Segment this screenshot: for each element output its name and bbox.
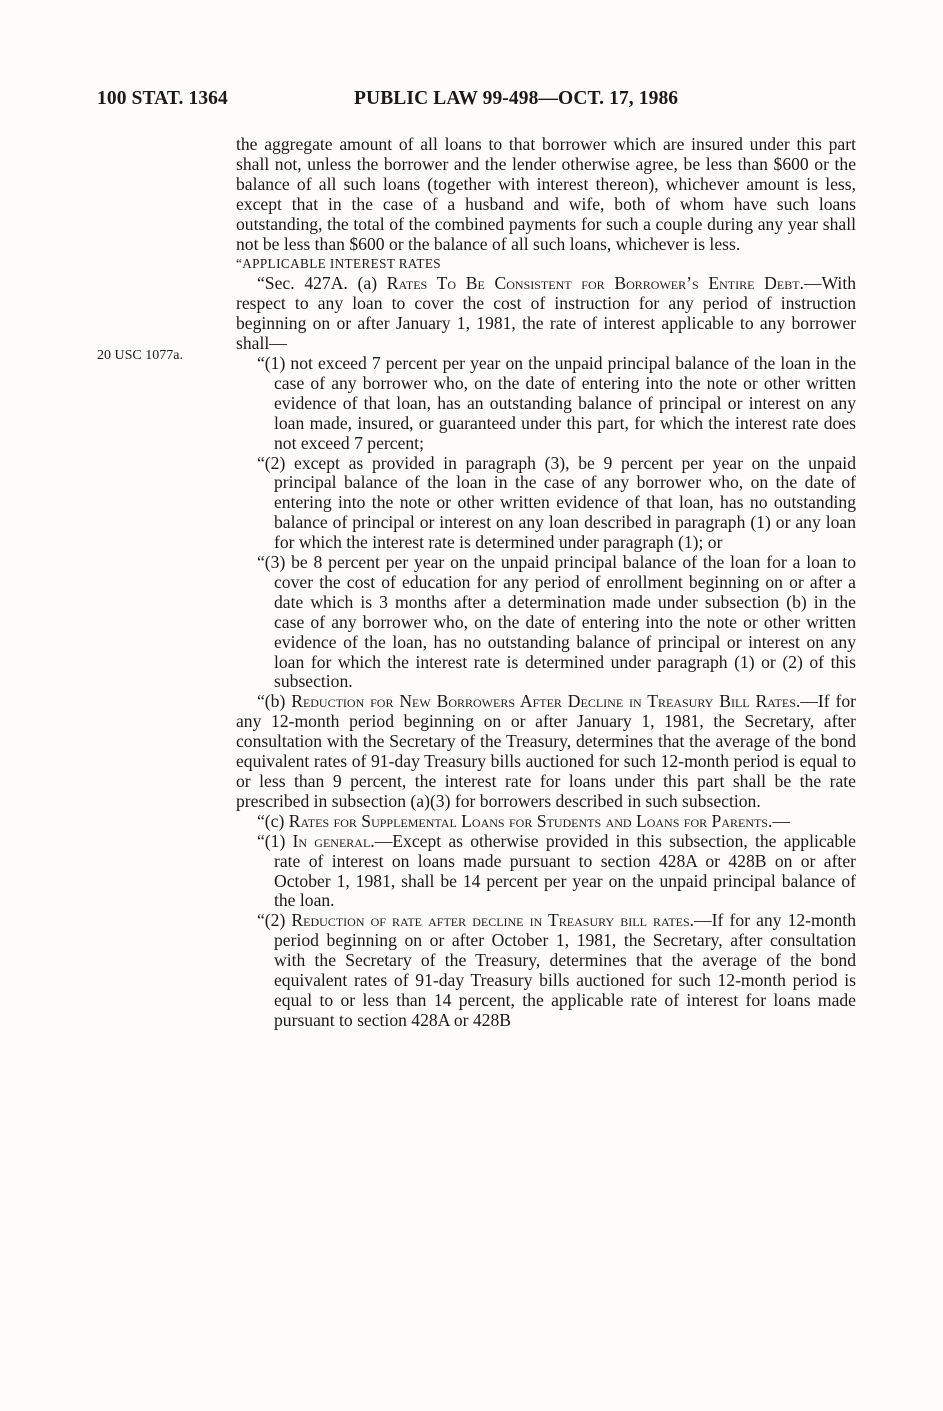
- usc-margin-note: 20 USC 1077a.: [97, 348, 183, 363]
- sec-c-caption: Rates for Supplemental Loans for Students and Loans for Parents.: [288, 810, 773, 831]
- sec-b-caption: Reduction for New Borrowers After Decline in Treasury Bill Rates.: [291, 691, 801, 712]
- stat-reference: 100 STAT. 1364: [97, 88, 228, 109]
- sec-a-caption: Rates To Be Consistent for Borrower’s Entire Debt.: [386, 273, 804, 294]
- c2-text: —If for any 12-month period beginning on or after October 1, 1981, the Secretary, after consultation with the Secretary of the Treasury, determines that the average of the bond equivalent rates of 91-day Treasury bills auctioned for such 12-month period is equal to or less than 14 percent, the applicable rate of interest for loans made pursuant to section 428A or 428B: [274, 910, 856, 1030]
- subsection-b: [236, 692, 856, 811]
- paragraph-a1: “(1) not exceed 7 percent per year on the unpaid principal balance of the loan in the case of any borrower who, on the date of entering into the note or other written evidence of that loan, has an outstanding balance of principal or interest on any loan made, insured, or guaranteed under this part, for which the interest rate does not exceed 7 percent;: [257, 352, 856, 453]
- paragraph-c1: [236, 832, 856, 912]
- paragraph-a3: “(3) be 8 percent per year on the unpaid principal balance of the loan for a loan to cover the cost of education for any period of enrollment beginning on or after a date which is 3 months after a determination made under subsection (b) in the case of any borrower who, on the date of entering into the note or other written evidence of the loan, has no outstanding balance of principal or interest on any loan for which the interest rate is determined under paragraph (1) or (2) of this subsection.: [257, 552, 856, 692]
- sec-b-text: —If for any 12-month period beginning on or after January 1, 1981, the Secretary, after consultation with the Secretary of the Treasury, determines that the average of the bond equivalent rates of 91-day Treasury bills auctioned for such 12-month period is equal to or less than 9 percent, the interest rate for loans under this part shall be the rate prescribed in subsection (a)(3) for borrowers described in such subsection.: [236, 691, 856, 811]
- section-427a-a: [236, 274, 856, 354]
- law-title: PUBLIC LAW 99-498—OCT. 17, 1986: [354, 88, 679, 109]
- sec-c-lead: “(c): [257, 810, 289, 831]
- body-text: [236, 135, 856, 1031]
- c1-text: —Except as otherwise provided in this subsection, the applicable rate of interest on loans made pursuant to section 428A or 428B on or after October 1, 1981, shall be 14 percent per year on the unpaid principal balance of the loan.: [274, 830, 856, 911]
- c1-lead: “(1): [257, 830, 293, 851]
- c2-caption: Reduction of rate after decline in Treasury bill rates.: [291, 910, 695, 931]
- sec-a-lead: “Sec. 427A. (a): [257, 273, 387, 294]
- c1-caption: In general.: [292, 830, 375, 851]
- intro-paragraph: the aggregate amount of all loans to that borrower which are insured under this part shall not, unless the borrower and the lender otherwise agree, be less than $600 or the balance of all such loans (together with interest thereon), whichever amount is less, except that in the case of a husband and wife, both of whom have such loans outstanding, the total of the combined payments for such a couple during any year shall not be less than $600 or the balance of all such loans, whichever is less.: [236, 134, 856, 254]
- sec-a-text: —With respect to any loan to cover the cost of instruction for any period of instruction beginning on or after January 1, 1981, the rate of interest applicable to any borrower shall—: [236, 273, 857, 354]
- paragraph-c2: [236, 911, 856, 1030]
- subsection-c: [236, 812, 856, 832]
- section-heading: “APPLICABLE INTEREST RATES: [236, 256, 442, 272]
- sec-c-text: —: [772, 810, 790, 831]
- c2-lead: “(2): [257, 910, 292, 931]
- sec-b-lead: “(b): [257, 691, 292, 712]
- paragraph-a2: “(2) except as provided in paragraph (3), be 9 percent per year on the unpaid principal balance of the loan in the case of any borrower who, on the date of entering into the note or other written evidence of that loan, has no outstanding balance of principal or interest on any loan described in paragraph (1) or any loan for which the interest rate is determined under paragraph (1); or: [257, 452, 856, 553]
